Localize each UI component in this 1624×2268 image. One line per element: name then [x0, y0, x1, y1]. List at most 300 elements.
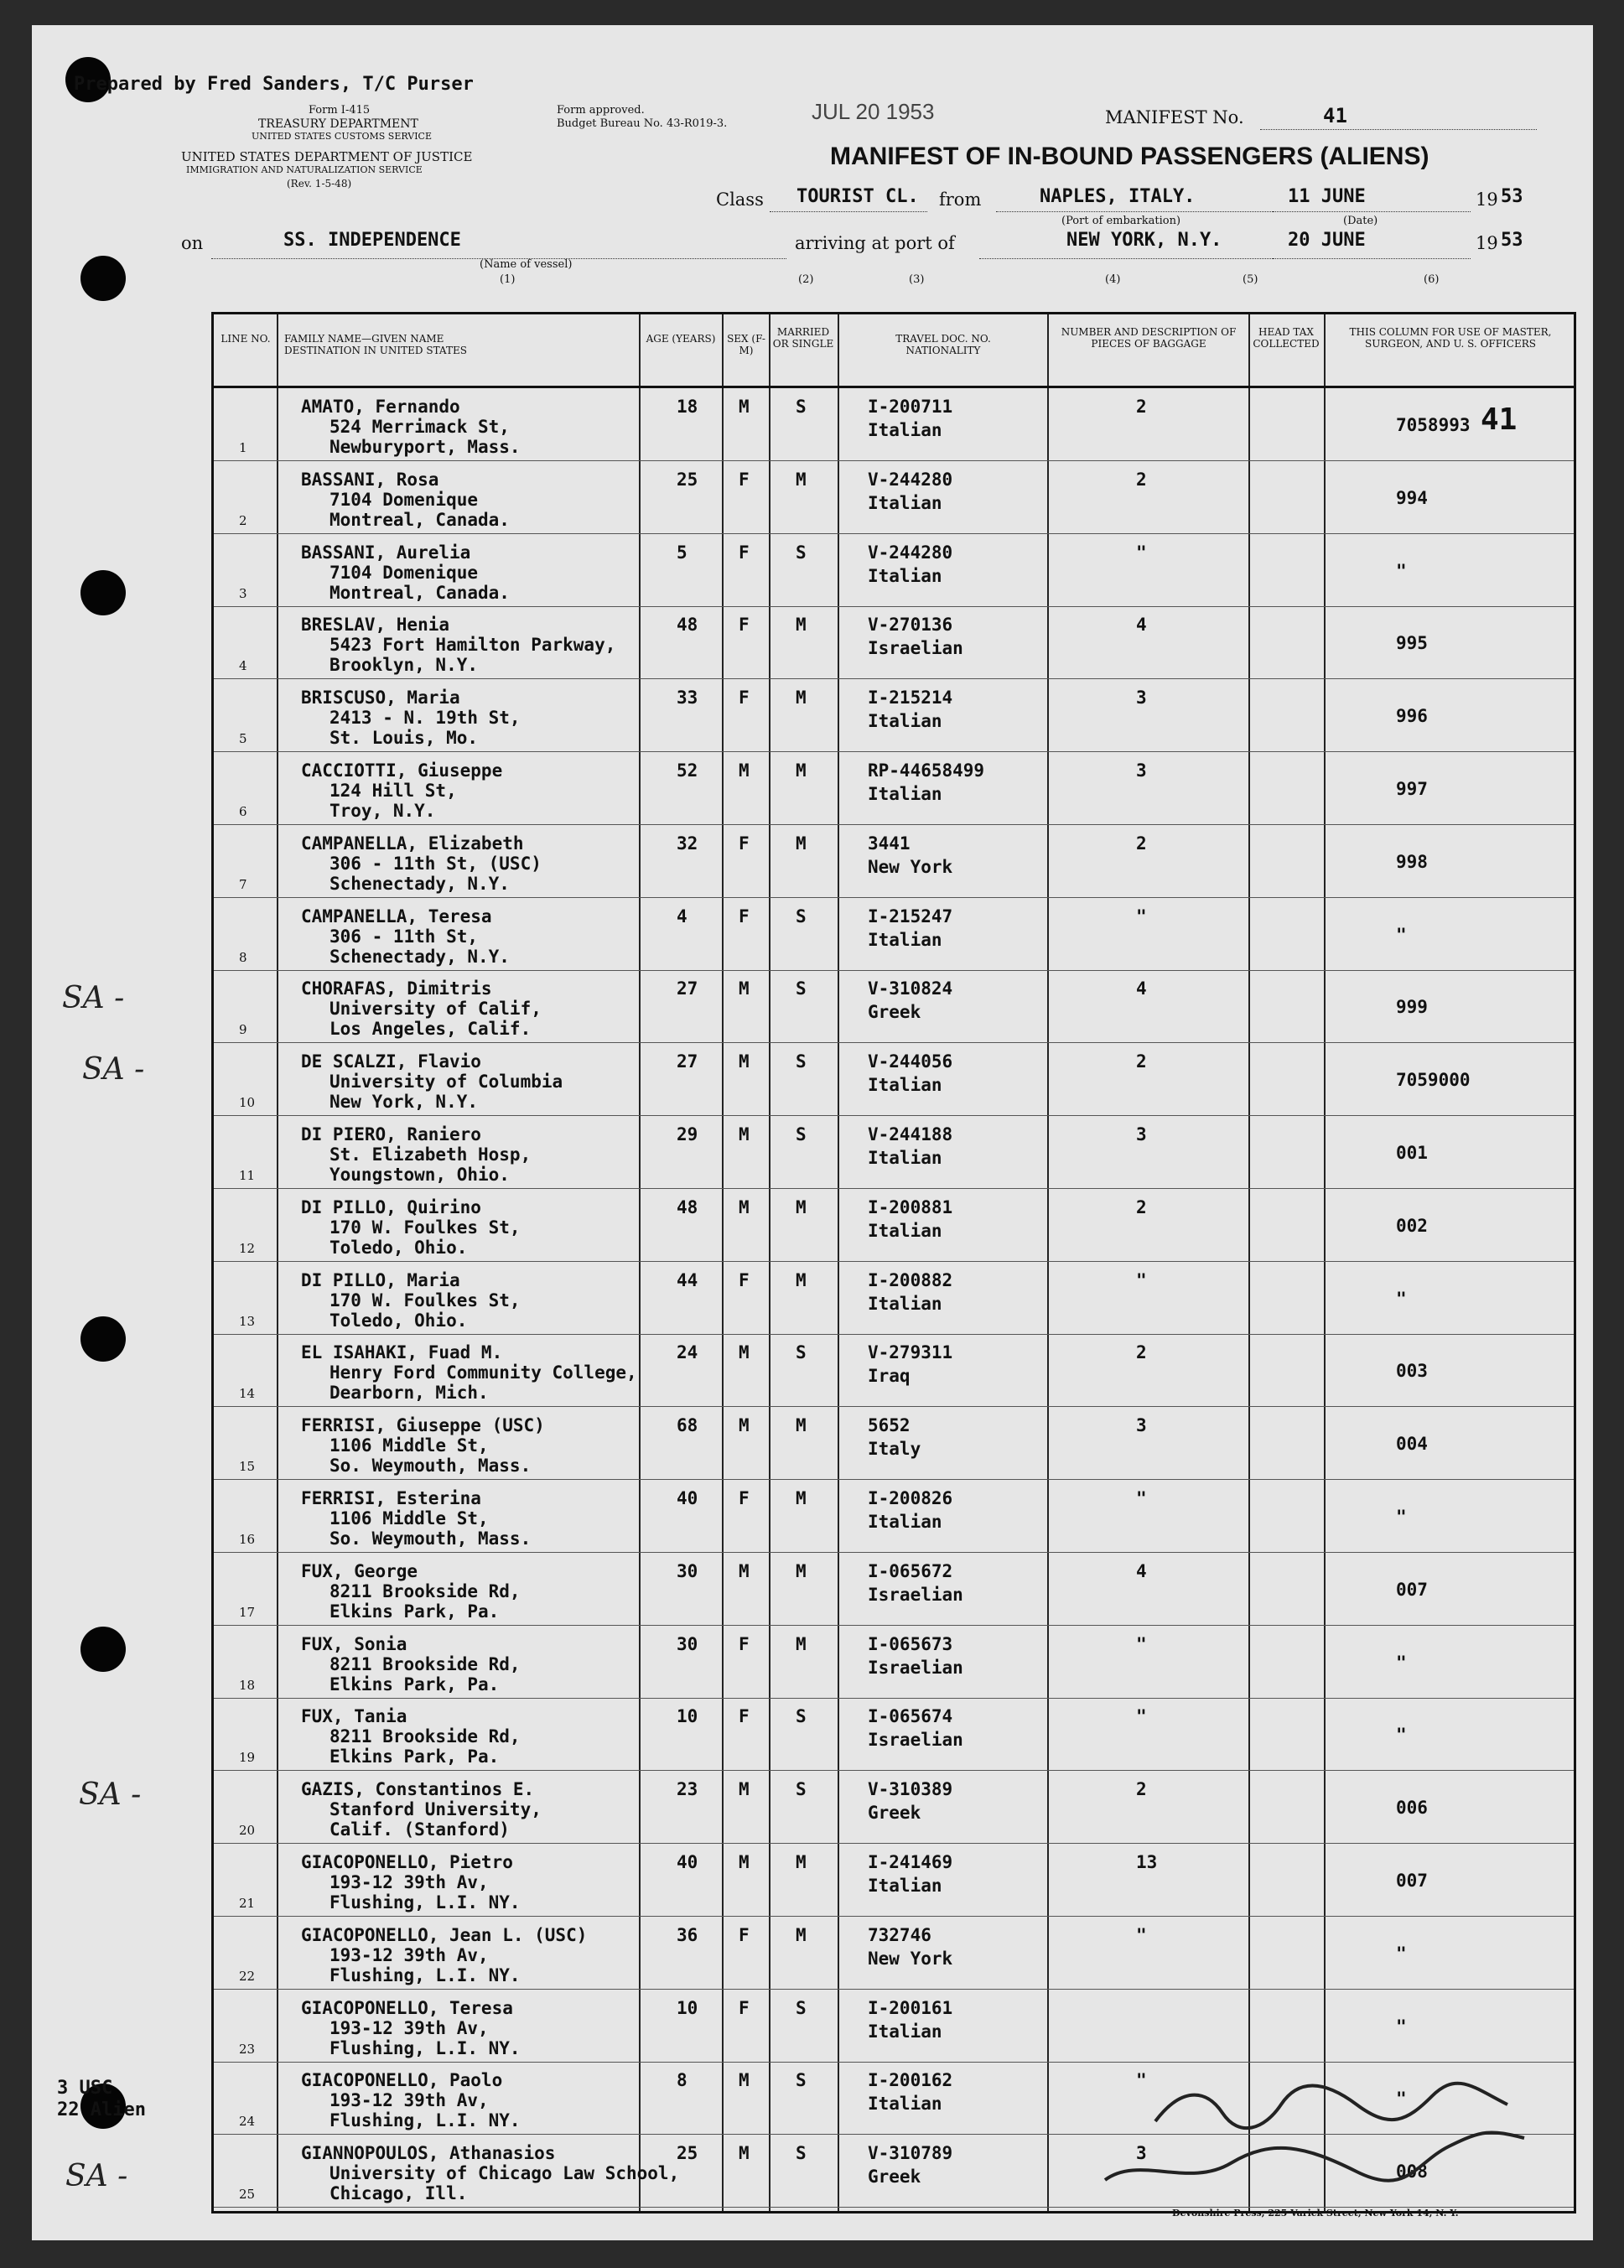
address-line-2: Toledo, Ohio. [329, 1310, 468, 1331]
line-number: 14 [239, 1386, 256, 1402]
address-line-1: 306 - 11th St, (USC) [329, 853, 542, 874]
address-line-1: 8211 Brookside Rd, [329, 1580, 521, 1601]
sex: M [739, 1779, 750, 1800]
header-married: MARRIED OR SINGLE [772, 326, 834, 350]
baggage-count: 2 [1136, 469, 1147, 490]
manifest-no-value: 41 [1323, 104, 1347, 127]
baggage-count: 3 [1136, 2143, 1147, 2164]
margin-note-sa: SA - [82, 1052, 145, 1087]
marital-status: S [796, 542, 807, 563]
baggage-count: 2 [1136, 1051, 1147, 1072]
table-row [214, 461, 1574, 534]
baggage-count: " [1136, 1633, 1147, 1654]
travel-doc-no: I-241469 [868, 1852, 953, 1872]
travel-doc-no: RP-44658499 [868, 760, 985, 781]
nationality: Italian [868, 784, 942, 804]
baggage-count: 3 [1136, 760, 1147, 781]
passenger-name: FUX, George [301, 1560, 418, 1581]
sex: F [739, 688, 750, 708]
travel-doc-no: I-215214 [868, 688, 953, 708]
baggage-count: 2 [1136, 833, 1147, 854]
address-line-2: Chicago, Ill. [329, 2183, 468, 2204]
year-prefix: 19 [1476, 189, 1498, 210]
age: 25 [677, 469, 698, 490]
passenger-name: FERRISI, Giuseppe (USC) [301, 1415, 545, 1436]
marital-status: S [796, 978, 807, 999]
line-number: 9 [239, 1022, 247, 1038]
age: 48 [677, 615, 698, 636]
passenger-name: EL ISAHAKI, Fuad M. [301, 1342, 503, 1363]
class-value: TOURIST CL. [796, 186, 919, 207]
officer-number: " [1396, 560, 1407, 581]
officer-number: " [1396, 924, 1407, 945]
address-line-1: 193-12 39th Av, [329, 2090, 489, 2111]
address-line-1: 170 W. Foulkes St, [329, 1290, 521, 1310]
address-line-1: 170 W. Foulkes St, [329, 1217, 521, 1238]
sex: M [739, 1342, 750, 1363]
marital-status: M [796, 688, 807, 708]
table-row [214, 679, 1574, 752]
travel-doc-no: V-310389 [868, 1779, 953, 1800]
marital-status: S [796, 1124, 807, 1144]
line-number: 20 [239, 1823, 256, 1839]
line-number: 11 [239, 1168, 256, 1183]
address-line-2: Montreal, Canada. [329, 509, 510, 530]
line-number: 16 [239, 1532, 256, 1547]
marital-status: S [796, 906, 807, 926]
address-line-1: 7104 Domenique [329, 562, 479, 583]
line-number: 3 [239, 585, 247, 601]
usc-count: 3 USC [57, 2078, 113, 2099]
marital-status: S [796, 2070, 807, 2091]
col-num-3: (3) [909, 273, 925, 286]
officer-number: 995 [1396, 633, 1428, 654]
embark-date-field [1273, 189, 1471, 212]
passenger-table [211, 312, 1576, 2214]
manifest-title: MANIFEST OF IN-BOUND PASSENGERS (ALIENS) [830, 143, 1429, 170]
address-line-1: 524 Merrimack St, [329, 417, 510, 437]
passenger-name: GIACOPONELLO, Pietro [301, 1852, 513, 1872]
line-number: 22 [239, 1968, 256, 1984]
passenger-name: CAMPANELLA, Elizabeth [301, 833, 524, 854]
nationality: Israelian [868, 638, 963, 659]
age: 36 [677, 1924, 698, 1945]
col-num-6: (6) [1424, 273, 1440, 286]
baggage-count: 2 [1136, 1779, 1147, 1800]
table-row [214, 606, 1574, 679]
address-line-2: So. Weymouth, Mass. [329, 1456, 532, 1477]
age: 18 [677, 397, 698, 417]
sex: F [739, 1633, 750, 1654]
officer-number: 001 [1396, 1143, 1428, 1163]
address-line-1: University of Chicago Law School, [329, 2163, 680, 2184]
address-line-1: 8211 Brookside Rd, [329, 1726, 521, 1747]
sex: F [739, 1997, 750, 2018]
age: 24 [677, 1342, 698, 1363]
manifest-page [32, 25, 1593, 2240]
line-number: 15 [239, 1459, 256, 1475]
address-line-2: Youngstown, Ohio. [329, 1165, 510, 1185]
address-line-1: University of Calif, [329, 999, 542, 1020]
passenger-name: BRESLAV, Henia [301, 615, 450, 636]
form-approved: Form approved. [557, 104, 645, 117]
nationality: Israelian [868, 1657, 963, 1678]
passenger-name: AMATO, Fernando [301, 397, 460, 417]
age: 32 [677, 833, 698, 854]
address-line-1: 7104 Domenique [329, 489, 479, 510]
marital-status: M [796, 833, 807, 854]
year-value: 53 [1501, 186, 1523, 207]
table-row [214, 1189, 1574, 1262]
nationality: Italian [868, 1075, 942, 1096]
justice-dept: UNITED STATES DEPARTMENT OF JUSTICE [181, 149, 473, 164]
sex: F [739, 542, 750, 563]
address-line-2: Newburyport, Mass. [329, 437, 521, 457]
passenger-name: DE SCALZI, Flavio [301, 1051, 481, 1072]
travel-doc-no: I-200881 [868, 1196, 953, 1217]
margin-note-sa: SA - [62, 981, 125, 1015]
baggage-count: " [1136, 906, 1147, 926]
line-number: 6 [239, 804, 247, 819]
sex: M [739, 397, 750, 417]
marital-status: S [796, 1997, 807, 2018]
table-row [214, 1334, 1574, 1407]
col-num-4: (4) [1105, 273, 1121, 286]
sex: F [739, 1269, 750, 1290]
nationality: Italian [868, 2094, 942, 2115]
baggage-count: " [1136, 1924, 1147, 1945]
marital-status: M [796, 1488, 807, 1508]
age: 40 [677, 1488, 698, 1508]
travel-doc-no: I-065672 [868, 1560, 953, 1581]
sex: F [739, 1488, 750, 1508]
table-row [214, 1262, 1574, 1335]
address-line-1: University of Columbia [329, 1072, 563, 1092]
customs-label: UNITED STATES CUSTOMS SERVICE [252, 131, 432, 142]
nationality: Italian [868, 2021, 942, 2042]
marital-status: M [796, 469, 807, 490]
marital-status: M [796, 760, 807, 781]
baggage-count: " [1136, 1706, 1147, 1727]
vessel-caption: (Name of vessel) [480, 258, 573, 271]
travel-doc-no: V-270136 [868, 615, 953, 636]
line-number: 19 [239, 1750, 256, 1766]
nationality: Italian [868, 711, 942, 732]
nationality: Greek [868, 1002, 921, 1023]
passenger-name: FERRISI, Esterina [301, 1488, 481, 1508]
officer-number: 7058993 [1396, 415, 1471, 435]
address-line-2: So. Weymouth, Mass. [329, 1528, 532, 1549]
budget-bureau: Budget Bureau No. 43-R019-3. [557, 117, 728, 130]
marital-status: S [796, 1706, 807, 1727]
arrival-port: NEW YORK, N.Y. [1066, 230, 1222, 251]
sex: M [739, 2070, 750, 2091]
col-num-2: (2) [798, 273, 814, 286]
baggage-count: " [1136, 1488, 1147, 1508]
received-stamp: JUL 20 1953 [812, 99, 935, 124]
age: 27 [677, 1051, 698, 1072]
line-number: 12 [239, 1240, 256, 1256]
officer-number: 002 [1396, 1215, 1428, 1236]
table-row [214, 1990, 1574, 2063]
table-row [214, 1553, 1574, 1626]
nationality: Greek [868, 1803, 921, 1824]
marital-status: S [796, 1779, 807, 1800]
line-number: 17 [239, 1604, 256, 1620]
officer-number: " [1396, 1652, 1407, 1673]
age: 27 [677, 978, 698, 999]
sex: M [739, 1051, 750, 1072]
sex: M [739, 978, 750, 999]
passenger-name: CHORAFAS, Dimitris [301, 978, 492, 999]
nationality: Italian [868, 492, 942, 513]
punch-hole [80, 256, 126, 301]
manifest-no-field [1260, 107, 1537, 130]
travel-doc-no: I-200162 [868, 2070, 953, 2091]
sex: F [739, 833, 750, 854]
travel-doc-no: I-200711 [868, 397, 953, 417]
table-row [214, 534, 1574, 607]
age: 44 [677, 1269, 698, 1290]
nationality: Greek [868, 2167, 921, 2188]
year-prefix-2: 19 [1476, 233, 1498, 253]
line-number: 24 [239, 2114, 256, 2130]
officer-number: 7059000 [1396, 1070, 1471, 1091]
manifest-no-label: MANIFEST No. [1105, 107, 1244, 127]
line-number: 21 [239, 1896, 256, 1911]
header-name: FAMILY NAME—GIVEN NAME DESTINATION IN UNITED STATES [284, 333, 467, 356]
line-number: 13 [239, 1313, 256, 1329]
passenger-name: GIACOPONELLO, Paolo [301, 2070, 503, 2091]
address-line-1: 193-12 39th Av, [329, 1944, 489, 1965]
travel-doc-no: V-244188 [868, 1124, 953, 1144]
sex: M [739, 1196, 750, 1217]
address-line-2: Brooklyn, N.Y. [329, 655, 479, 676]
nationality: Italian [868, 565, 942, 586]
alien-count: 22 Alien [57, 2099, 146, 2120]
printer-credit: Devonshire Press, 225 Varick Street, New York 14, N. Y. [1172, 2208, 1459, 2219]
nationality: Iraq [868, 1366, 911, 1387]
table-row [214, 1043, 1574, 1116]
address-line-2: Flushing, L.I. NY. [329, 2110, 521, 2131]
address-line-2: Flushing, L.I. NY. [329, 2037, 521, 2058]
address-line-2: Elkins Park, Pa. [329, 1674, 500, 1695]
line-number: 25 [239, 2187, 256, 2203]
passenger-name: FUX, Sonia [301, 1633, 407, 1654]
line-number: 7 [239, 876, 247, 892]
age: 33 [677, 688, 698, 708]
travel-doc-no: V-244280 [868, 542, 953, 563]
nationality: Israelian [868, 1730, 963, 1751]
arriving-label: arriving at port of [795, 233, 955, 253]
officer-number: 998 [1396, 851, 1428, 872]
baggage-count: 4 [1136, 1560, 1147, 1581]
nationality: Italian [868, 1148, 942, 1168]
address-line-2: Schenectady, N.Y. [329, 873, 510, 894]
officer-number: " [1396, 1507, 1407, 1527]
baggage-count: 3 [1136, 1124, 1147, 1144]
age: 25 [677, 2143, 698, 2164]
date-caption: (Date) [1343, 215, 1378, 227]
treasury-label: TREASURY DEPARTMENT [258, 117, 418, 131]
baggage-count: 3 [1136, 1415, 1147, 1436]
address-line-1: St. Elizabeth Hosp, [329, 1144, 532, 1165]
officer-number: 994 [1396, 487, 1428, 508]
nationality: New York [868, 856, 953, 877]
address-line-2: Elkins Park, Pa. [329, 1746, 500, 1767]
line-number: 23 [239, 2041, 256, 2057]
margin-note-sa: SA - [79, 1778, 142, 1812]
header-officers: THIS COLUMN FOR USE OF MASTER, SURGEON, AND U. S. OFFICERS [1349, 326, 1552, 350]
from-label: from [939, 189, 982, 210]
table-row [214, 1917, 1574, 1990]
officer-number: 999 [1396, 997, 1428, 1018]
age: 5 [677, 542, 687, 563]
marital-status: M [796, 1196, 807, 1217]
officer-number: " [1396, 1288, 1407, 1309]
manifest-number-stamp: 41 [1481, 402, 1518, 437]
officer-number: 007 [1396, 1871, 1428, 1891]
travel-doc-no: I-200826 [868, 1488, 953, 1508]
line-number: 1 [239, 440, 247, 455]
passenger-name: DI PILLO, Quirino [301, 1196, 481, 1217]
baggage-count: " [1136, 542, 1147, 563]
address-line-2: Montreal, Canada. [329, 582, 510, 603]
marital-status: S [796, 2143, 807, 2164]
sex: M [739, 1124, 750, 1144]
col-num-5: (5) [1243, 273, 1258, 286]
address-line-2: Calif. (Stanford) [329, 1819, 510, 1840]
officer-number: " [1396, 1943, 1407, 1964]
officer-number: 004 [1396, 1434, 1428, 1455]
marital-status: M [796, 615, 807, 636]
travel-doc-no: V-310789 [868, 2143, 953, 2164]
port-of-embarkation: NAPLES, ITALY. [1040, 186, 1196, 207]
nationality: Italian [868, 1220, 942, 1241]
travel-doc-no: V-244056 [868, 1051, 953, 1072]
marital-status: M [796, 1560, 807, 1581]
punch-hole [80, 1316, 126, 1362]
address-line-2: Toledo, Ohio. [329, 1237, 468, 1258]
nationality: Italian [868, 929, 942, 950]
punch-hole [80, 1627, 126, 1672]
travel-doc-no: V-244280 [868, 469, 953, 490]
address-line-2: St. Louis, Mo. [329, 728, 479, 749]
margin-note-sa: SA - [65, 2159, 128, 2193]
age: 29 [677, 1124, 698, 1144]
passenger-name: GIACOPONELLO, Jean L. (USC) [301, 1924, 588, 1945]
nationality: New York [868, 1948, 953, 1969]
address-line-2: Elkins Park, Pa. [329, 1601, 500, 1622]
address-line-1: 2413 - N. 19th St, [329, 708, 521, 729]
header-baggage: NUMBER AND DESCRIPTION OF PIECES OF BAGGAGE [1061, 326, 1237, 350]
passenger-name: BRISCUSO, Maria [301, 688, 460, 708]
sex: M [739, 1560, 750, 1581]
line-number: 4 [239, 658, 247, 674]
marital-status: M [796, 1924, 807, 1945]
header-line-no: LINE NO. [221, 333, 271, 345]
header-head-tax: HEAD TAX COLLECTED [1253, 326, 1320, 350]
form-number: Form I-415 [309, 104, 371, 117]
address-line-1: 5423 Fort Hamilton Parkway, [329, 635, 616, 656]
baggage-count: 13 [1136, 1852, 1158, 1872]
passenger-name: CAMPANELLA, Teresa [301, 906, 492, 926]
baggage-count: 4 [1136, 978, 1147, 999]
passenger-name: GIACOPONELLO, Teresa [301, 1997, 513, 2018]
sex: F [739, 906, 750, 926]
age: 10 [677, 1997, 698, 2018]
sex: M [739, 760, 750, 781]
table-row [214, 1407, 1574, 1480]
sex: F [739, 1706, 750, 1727]
port-caption: (Port of embarkation) [1061, 215, 1181, 227]
table-row [214, 1698, 1574, 1771]
marital-status: S [796, 397, 807, 417]
address-line-1: 193-12 39th Av, [329, 1872, 489, 1892]
travel-doc-no: 732746 [868, 1924, 931, 1945]
prepared-by: Prepared by Fred Sanders, T/C Purser [74, 74, 474, 95]
marital-status: M [796, 1633, 807, 1654]
officer-number: 006 [1396, 1798, 1428, 1819]
nationality: Israelian [868, 1584, 963, 1605]
age: 68 [677, 1415, 698, 1436]
age: 8 [677, 2070, 687, 2091]
address-line-1: 193-12 39th Av, [329, 2017, 489, 2038]
baggage-count: 2 [1136, 1342, 1147, 1363]
passenger-name: DI PIERO, Raniero [301, 1124, 481, 1144]
officer-number: 997 [1396, 779, 1428, 799]
address-line-1: 124 Hill St, [329, 781, 457, 801]
header-sex: SEX (F-M) [727, 333, 765, 356]
table-row [214, 970, 1574, 1043]
baggage-count: 4 [1136, 615, 1147, 636]
officer-number: " [1396, 1725, 1407, 1746]
age: 4 [677, 906, 687, 926]
passenger-name: GAZIS, Constantinos E. [301, 1779, 535, 1800]
nationality: Italian [868, 1876, 942, 1896]
year-value-2: 53 [1501, 230, 1523, 251]
passenger-name: FUX, Tania [301, 1706, 407, 1727]
sex: F [739, 1924, 750, 1945]
travel-doc-no: I-215247 [868, 906, 953, 926]
officer-number: " [1396, 2016, 1407, 2037]
arrival-date: 20 JUNE [1288, 230, 1366, 251]
header-travel-doc: TRAVEL DOC. NO. NATIONALITY [895, 333, 991, 356]
age: 30 [677, 1633, 698, 1654]
age: 40 [677, 1852, 698, 1872]
travel-doc-no: I-065673 [868, 1633, 953, 1654]
travel-doc-no: 3441 [868, 833, 911, 854]
sex: F [739, 469, 750, 490]
officer-number: 003 [1396, 1361, 1428, 1382]
address-line-2: Troy, N.Y. [329, 801, 436, 821]
line-number: 2 [239, 512, 247, 528]
table-row [214, 825, 1574, 898]
nationality: Italian [868, 1512, 942, 1532]
class-label: Class [716, 189, 764, 210]
sex: M [739, 1415, 750, 1436]
sex: M [739, 2143, 750, 2164]
passenger-name: DI PILLO, Maria [301, 1269, 460, 1290]
ins-label: IMMIGRATION AND NATURALIZATION SERVICE [186, 164, 423, 175]
passenger-name: BASSANI, Rosa [301, 469, 439, 490]
baggage-count: " [1136, 1269, 1147, 1290]
age: 52 [677, 760, 698, 781]
rev-label: (Rev. 1-5-48) [287, 178, 352, 189]
table-row [214, 752, 1574, 825]
travel-doc-no: I-200882 [868, 1269, 953, 1290]
travel-doc-no: I-065674 [868, 1706, 953, 1727]
